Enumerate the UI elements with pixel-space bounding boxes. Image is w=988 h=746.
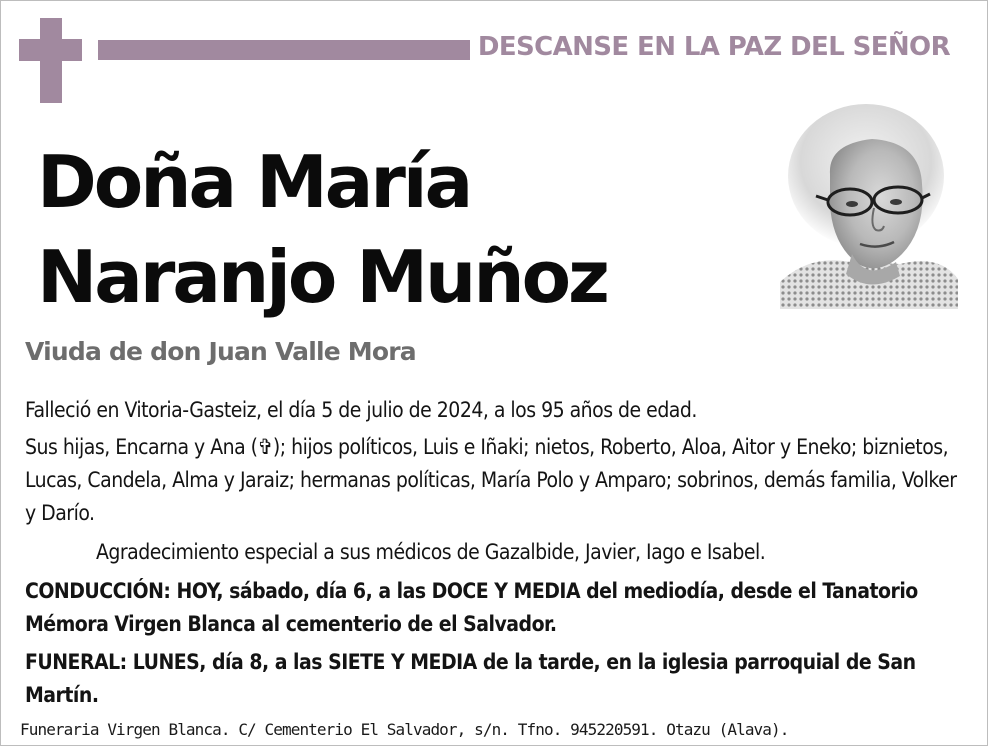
header-divider-bar <box>98 40 470 60</box>
deceased-name-line2: Naranjo Muñoz <box>37 235 607 319</box>
deceased-portrait <box>780 104 958 309</box>
deceased-subtitle: Viuda de don Juan Valle Mora <box>25 337 416 366</box>
death-notice: Falleció en Vitoria-Gasteiz, el día 5 de julio de 2024, a los 95 años de edad. <box>25 398 697 422</box>
thanks-note: Agradecimiento especial a sus médicos de Gazalbide, Javier, Iago e Isabel. <box>96 540 766 564</box>
deceased-name-line1: Doña María <box>37 140 471 224</box>
header-title: DESCANSE EN LA PAZ DEL SEÑOR <box>477 32 950 62</box>
deceased-name <box>37 135 607 325</box>
cross-icon-arm <box>19 39 82 61</box>
funeral-info: FUNERAL: LUNES, día 8, a las SIETE Y MEDIA de la tarde, en la iglesia parroquial de San Martín. <box>25 650 916 707</box>
family-list: Sus hijas, Encarna y Ana (✞); hijos políticos, Luis e Iñaki; nietos, Roberto, Aloa, Aitor y Eneko; biznietos, Lucas, Candela, Alma y Jaraiz; hermanas políticas, María Polo y Amparo; sobrinos, demás familia, Volker y Darío. <box>25 435 957 525</box>
procession-info: CONDUCCIÓN: HOY, sábado, día 6, a las DOCE Y MEDIA del mediodía, desde el Tanatorio Mémora Virgen Blanca al cementerio de el Salvador. <box>25 579 918 636</box>
funeral-home-footer: Funeraria Virgen Blanca. C/ Cementerio El Salvador, s/n. Tfno. 945220591. Otazu (Alava). <box>20 720 789 739</box>
